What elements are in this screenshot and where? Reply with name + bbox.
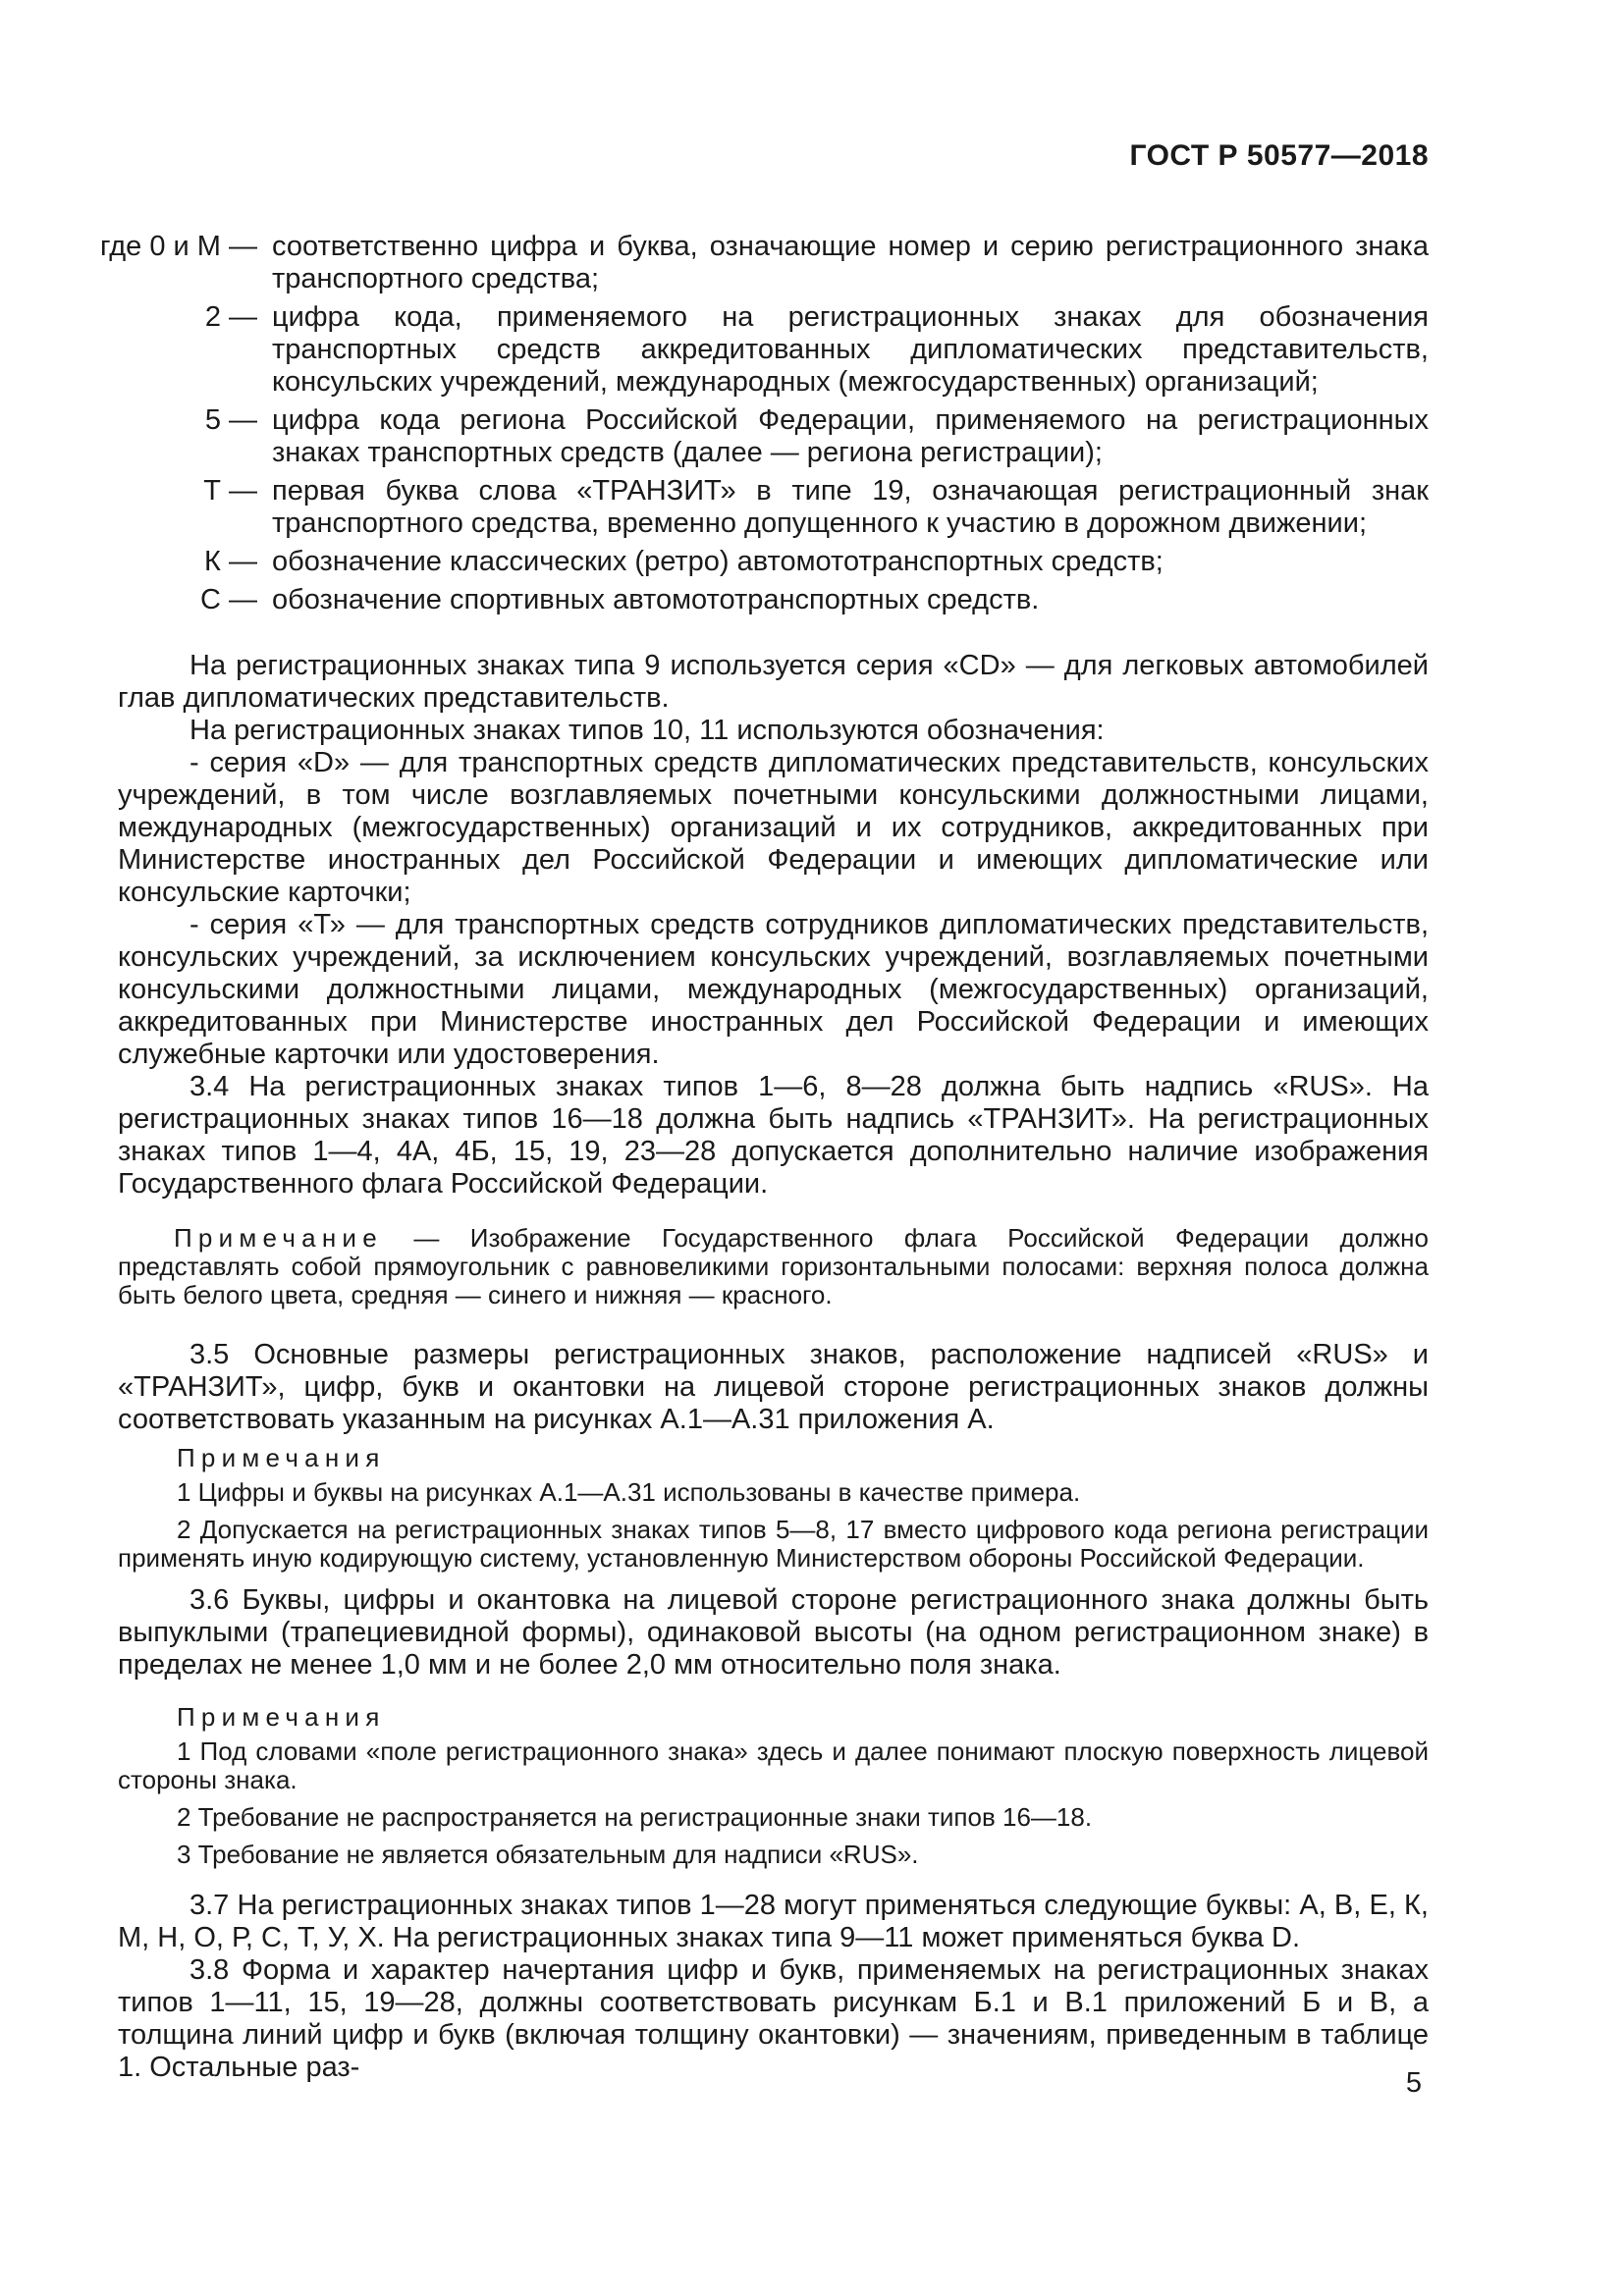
definition-item: [118, 404, 1429, 469]
definition-text: обозначение классических (ретро) автомототранспортных средств;: [272, 546, 1164, 577]
paragraph-series-d: - серия «D» — для транспортных средств дипломатических представительств, консульских учреждений, в том числе возглавляемых почетными консульскими должностными лицами, международных (межгосударственных) организаций и их сотрудников, аккредитованных при Министерстве иностранных дел Российской Федерации и имеющих дипломатические или консульские карточки;: [118, 747, 1429, 908]
paragraph-3-4: 3.4 На регистрационных знаках типов 1—6, 8—28 должна быть надпись «RUS». На регистрационных знаках типов 16—18 должна быть надпись «ТРАНЗИТ». На регистрационных знаках типов 1—4, 4А, 4Б, 15, 19, 23—28 допускается дополнительно наличие изображения Государственного флага Российской Федерации.: [118, 1071, 1429, 1200]
definition-text: первая буква слова «ТРАНЗИТ» в типе 19, означающая регистрационный знак транспортного средства, временно допущенного к участию в дорожном движении;: [272, 475, 1429, 539]
paragraph-3-7: 3.7 На регистрационных знаках типов 1—28 могут применяться следующие буквы: А, В, Е, К, М, Н, О, Р, С, Т, У, Х. На регистрационных знаках типа 9—11 может применяться буква D.: [118, 1890, 1429, 1953]
definition-term: С —: [200, 584, 257, 615]
paragraph-3-5: 3.5 Основные размеры регистрационных знаков, расположение надписей «RUS» и «ТРАНЗИТ», цифр, букв и окантовки на лицевой стороне регистрационных знаков должны соответствовать указанным на рисунках А.1—А.31 приложения А.: [118, 1339, 1429, 1435]
definition-term: 2 —: [204, 301, 257, 333]
definition-item: [99, 231, 1429, 295]
paragraph-types-10-11: На регистрационных знаках типов 10, 11 используются обозначения:: [189, 715, 1105, 746]
definition-text: цифра кода, применяемого на регистрационных знаках для обозначения транспортных средств аккредитованных дипломатических представительств, консульских учреждений, международных (межгосударственных) организаций;: [272, 301, 1429, 398]
definition-item: [118, 475, 1429, 540]
definition-item: [118, 546, 1429, 578]
note-label: Примечание: [174, 1223, 383, 1253]
paragraph-3-8: 3.8 Форма и характер начертания цифр и букв, применяемых на регистрационных знаках типов 1—11, 15, 19—28, должны соответствовать рисункам Б.1 и В.1 приложений Б и В, а толщина линий цифр и букв (включая толщину окантовки) — значениям, приведенным в таблице 1. Остальные раз-: [118, 1954, 1429, 2083]
paragraph-3-6: 3.6 Буквы, цифры и окантовка на лицевой стороне регистрационного знака должны быть выпуклыми (трапециевидной формы), одинаковой высоты (на одном регистрационном знаке) в пределах не менее 1,0 мм и не более 2,0 мм относительно поля знака.: [118, 1584, 1429, 1681]
definition-term: Т —: [203, 475, 257, 507]
paragraph-series-cd: На регистрационных знаках типа 9 используется серия «CD» — для легковых автомобилей глав дипломатических представительств.: [118, 650, 1429, 714]
note-label: Примечания: [177, 1443, 386, 1472]
definition-term: 5 —: [204, 404, 257, 436]
definition-text: обозначение спортивных автомототранспортных средств.: [272, 584, 1040, 615]
note-item: 2 Требование не распространяется на регистрационные знаки типов 16—18.: [177, 1802, 1093, 1832]
note-item: 3 Требование не является обязательным для надписи «RUS».: [177, 1840, 919, 1869]
definition-item: [118, 301, 1429, 399]
notes-after-3-5: [118, 1444, 1429, 1573]
definition-item: [118, 584, 1429, 616]
page-content: [99, 231, 1429, 2084]
notes-header: [118, 1444, 1429, 1472]
definition-text: соответственно цифра и буква, означающие номер и серию регистрационного знака транспортного средства;: [272, 231, 1429, 294]
definition-term: где 0 и М —: [99, 231, 257, 262]
note-flag-text: — Изображение Государственного флага Российской Федерации должно представлять собой прямоугольник с равновеликими горизонтальными полосами: верхняя полоса должна быть белого цвета, средняя — синего и нижняя — красного.: [118, 1223, 1429, 1309]
note-flag: [118, 1224, 1429, 1309]
note-item: 1 Цифры и буквы на рисунках А.1—А.31 использованы в качестве примера.: [177, 1477, 1081, 1507]
definition-text: цифра кода региона Российской Федерации, применяемого на регистрационных знаках транспортных средств (далее — региона регистрации);: [272, 404, 1429, 468]
note-label: Примечания: [177, 1702, 386, 1732]
note-item: 1 Под словами «поле регистрационного знака» здесь и далее понимают плоскую поверхность лицевой стороны знака.: [118, 1736, 1429, 1794]
page-number: 5: [1405, 2067, 1422, 2099]
definitions-list: [99, 231, 1429, 616]
notes-header: [118, 1703, 1429, 1732]
note-item: 2 Допускается на регистрационных знаках типов 5—8, 17 вместо цифрового кода региона регистрации применять иную кодирующую систему, установленную Министерством обороны Российской Федерации.: [118, 1515, 1429, 1573]
running-header: ГОСТ Р 50577—2018: [1129, 139, 1429, 172]
notes-after-3-6: [118, 1703, 1429, 1869]
paragraph-series-t: - серия «Т» — для транспортных средств сотрудников дипломатических представительств, консульских учреждений, за исключением консульских учреждений, возглавляемых почетными консульскими должностными лицами, международных (межгосударственных) организаций, аккредитованных при Министерстве иностранных дел Российской Федерации и имеющих служебные карточки или удостоверения.: [118, 909, 1429, 1070]
definition-term: К —: [204, 546, 257, 577]
